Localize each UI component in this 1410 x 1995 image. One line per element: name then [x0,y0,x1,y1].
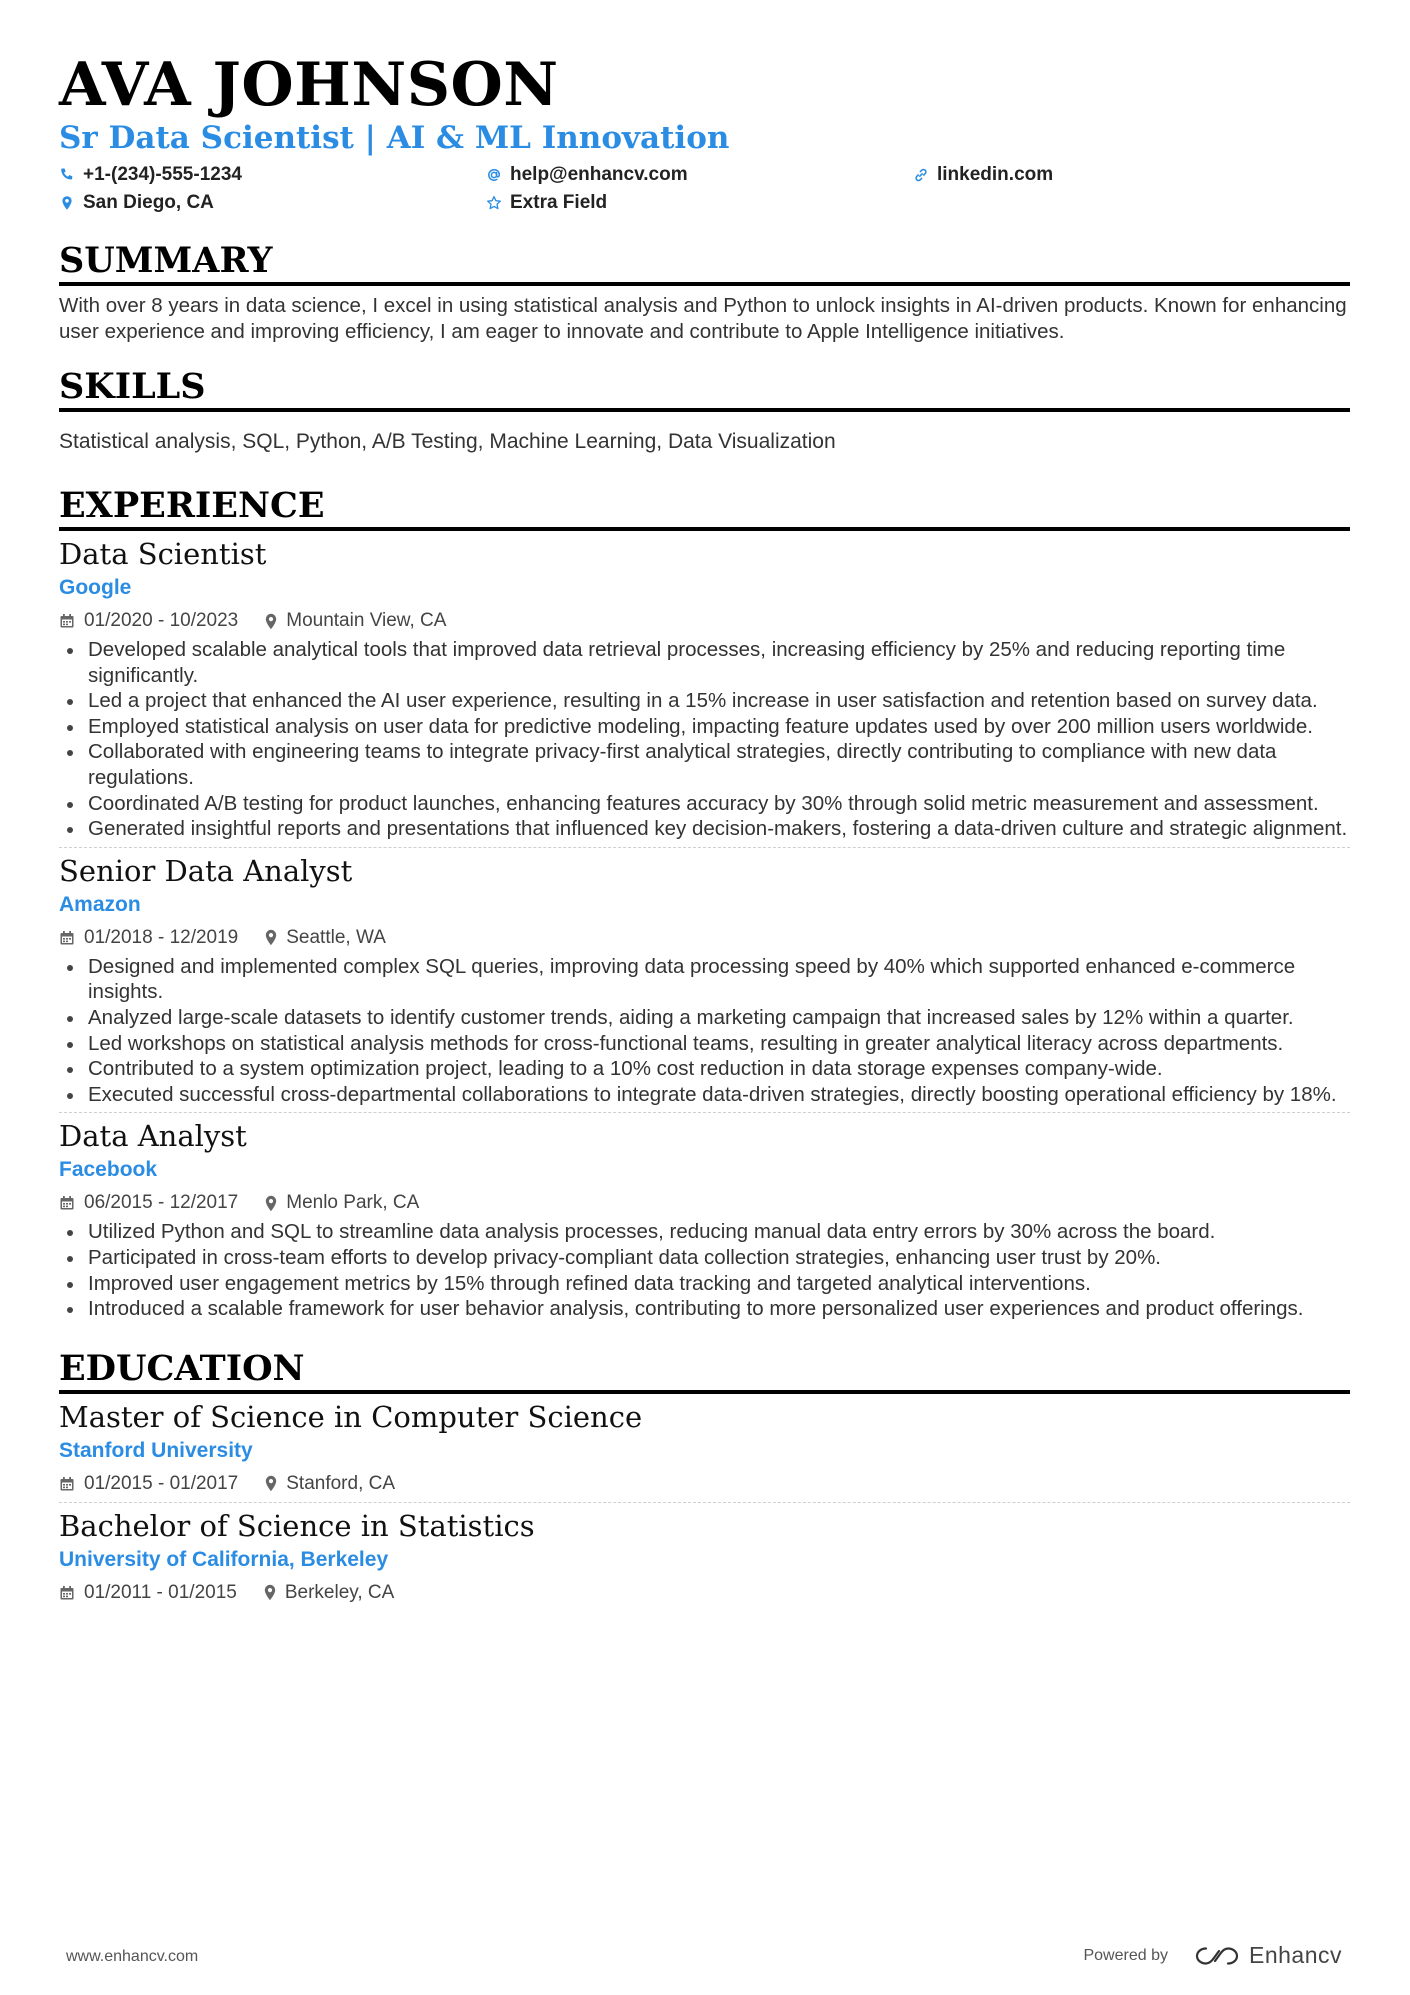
job-location: Seattle, WA [286,926,386,948]
job-location: Mountain View, CA [286,610,447,631]
map-pin-icon [59,195,75,211]
job-dates: 06/2015 - 12/2017 [84,1192,239,1214]
map-pin-icon [264,929,278,946]
calendar-icon [59,1476,75,1492]
at-sign-icon [486,167,502,183]
job-location-wrap [264,608,446,634]
experience-entry [59,847,1350,1108]
phone-text: +1-(234)-555-1234 [83,164,242,185]
calendar-icon [59,1585,75,1601]
summary-title: SUMMARY [59,240,1350,286]
education-dates: 01/2015 - 01/2017 [84,1472,239,1494]
enhancv-logo-icon [1194,1945,1240,1967]
bullet-item: Executed successful cross-departmental collaborations to integrate data-driven strategies, directly boosting operational efficiency by 18%. [59,1082,1350,1108]
education-location: Berkeley, CA [284,1581,395,1603]
bullet-item: Collaborated with engineering teams to integrate privacy-first analytical strategies, directly contributing to compliance with new data regulations. [59,739,1350,790]
map-pin-icon [263,1584,277,1601]
degree-title: Bachelor of Science in Statistics [59,1508,535,1543]
calendar-icon [59,930,75,946]
education-dates: 01/2011 - 01/2015 [84,1581,237,1603]
brand-name: Enhancv [1248,1942,1342,1968]
experience-entry [59,531,1350,842]
job-title: Data Analyst [59,1119,247,1154]
experience-entry [59,1112,1350,1321]
education-entry [59,1502,1350,1606]
extra-text: Extra Field [510,192,608,213]
skills-section [59,366,1350,455]
company-name: Amazon [59,892,141,916]
job-location-wrap [264,1190,419,1216]
job-meta [59,1190,1350,1216]
enhancv-logo [1194,1942,1342,1969]
school-name: Stanford University [59,1438,253,1462]
job-location-wrap [264,925,386,951]
contact-location [59,191,486,215]
candidate-headline: Sr Data Scientist | AI & ML Innovation [59,120,730,156]
skills-title: SKILLS [59,366,1350,412]
linkedin-text: linkedin.com [937,164,1054,185]
contact-linkedin[interactable] [913,163,1213,187]
education-entry [59,1394,1350,1497]
job-bullets [59,1219,1350,1321]
job-title: Senior Data Analyst [59,853,353,888]
star-icon [486,195,502,211]
experience-title: EXPERIENCE [59,485,1350,531]
job-meta [59,608,1350,634]
bullet-item: Utilized Python and SQL to streamline data analysis processes, reducing manual data entry errors by 30% across the board. [59,1219,1350,1245]
school-name: University of California, Berkeley [59,1547,389,1571]
degree-title: Master of Science in Computer Science [59,1399,643,1434]
location-text: San Diego, CA [83,192,214,213]
skills-text: Statistical analysis, SQL, Python, A/B Testing, Machine Learning, Data Visualization [59,430,836,453]
job-dates: 01/2018 - 12/2019 [84,926,239,948]
company-name: Google [59,576,132,599]
company-name: Facebook [59,1158,158,1182]
education-meta [59,1471,1350,1497]
bullet-item: Introduced a scalable framework for user behavior analysis, contributing to more personalized user experiences and product offerings. [59,1296,1350,1322]
job-location: Menlo Park, CA [286,1192,420,1214]
bullet-item: Led a project that enhanced the AI user experience, resulting in a 15% increase in user satisfaction and retention based on survey data. [59,688,1350,714]
contact-extra [486,191,913,215]
bullet-item: Developed scalable analytical tools that improved data retrieval processes, increasing efficiency by 25% and reducing reporting time significantly. [59,637,1350,688]
job-dates: 01/2020 - 10/2023 [84,610,239,631]
powered-by-label: Powered by [1083,1946,1168,1964]
job-bullets [59,954,1350,1108]
link-icon [913,167,929,183]
job-title: Data Scientist [59,537,267,571]
bullet-item: Generated insightful reports and presentations that influenced key decision-makers, fostering a data-driven culture and strategic alignment. [59,816,1350,842]
summary-section [59,240,1350,344]
bullet-item: Designed and implemented complex SQL queries, improving data processing speed by 40% which supported enhanced e-commerce insights. [59,954,1350,1005]
experience-section [59,485,1350,1322]
bullet-item: Improved user engagement metrics by 15% through refined data tracking and targeted analytical interventions. [59,1271,1350,1297]
bullet-item: Coordinated A/B testing for product launches, enhancing features accuracy by 30% through solid metric measurement and assessment. [59,791,1350,817]
summary-text: With over 8 years in data science, I excel in using statistical analysis and Python to unlock insights in AI-driven products. Known for enhancing user experience and improving efficiency, I am eager to innovate and contribute to Apple Intelligence initiatives. [59,294,1347,343]
map-pin-icon [264,1475,278,1492]
bullet-item: Contributed to a system optimization project, leading to a 10% cost reduction in data storage expenses company-wide. [59,1056,1350,1082]
education-location-wrap [264,1471,395,1497]
bullet-item: Analyzed large-scale datasets to identify customer trends, aiding a marketing campaign that increased sales by 12% within a quarter. [59,1005,1350,1031]
education-meta [59,1580,1350,1606]
email-text: help@enhancv.com [510,164,688,185]
footer-website-link[interactable]: www.enhancv.com [66,1948,199,1965]
bullet-item: Employed statistical analysis on user data for predictive modeling, impacting feature updates used by over 200 million users worldwide. [59,714,1350,740]
job-meta [59,925,1350,951]
contact-email[interactable] [486,163,913,187]
resume-header [59,50,1350,215]
map-pin-icon [264,1195,278,1212]
education-location-wrap [263,1580,394,1606]
footer-branding[interactable] [1083,1942,1342,1969]
candidate-name: AVA JOHNSON [59,50,559,120]
contact-info [59,163,1350,215]
education-location: Stanford, CA [286,1472,396,1494]
education-section [59,1348,1350,1606]
contact-phone[interactable] [59,163,486,187]
job-bullets [59,637,1350,842]
education-title: EDUCATION [59,1348,1350,1394]
calendar-icon [59,1195,75,1211]
page-footer [0,1942,1410,1972]
bullet-item: Participated in cross-team efforts to develop privacy-compliant data collection strategies, enhancing user trust by 20%. [59,1245,1350,1271]
bullet-item: Led workshops on statistical analysis methods for cross-functional teams, resulting in greater analytical literacy across departments. [59,1031,1350,1057]
phone-icon [59,167,75,183]
calendar-icon [59,613,75,629]
map-pin-icon [264,613,278,630]
